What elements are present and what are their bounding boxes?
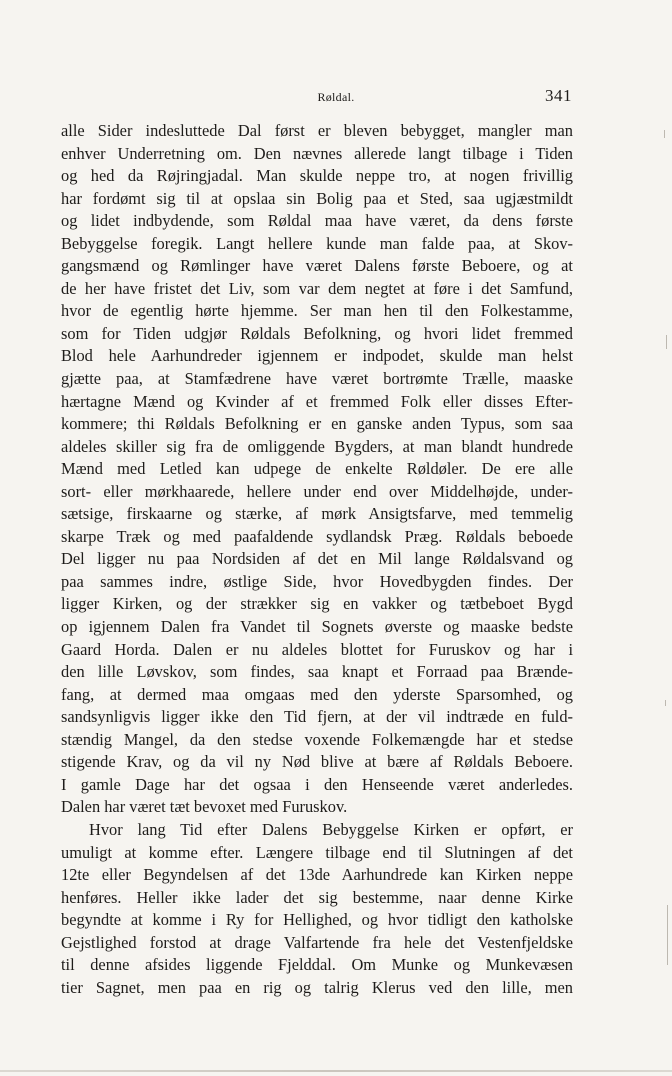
text-line: Del ligger nu paa Nordsiden af det en Mil lange Røldalsvand og (61, 549, 573, 569)
text-line: og hed da Røjringjadal. Man skulde neppe tro, at nogen frivillig (61, 166, 573, 186)
text-line: I gamle Dage har det ogsaa i den Henseende været anderledes. (61, 774, 573, 794)
scan-edge-mark (667, 905, 668, 965)
text-line: gangsmænd og Rømlinger have været Dalens første Beboere, og at (61, 256, 573, 276)
paragraph-2 (61, 819, 573, 999)
text-line: henføres. Heller ikke lader det sig bestemme, naar denne Kirke (61, 887, 573, 907)
text-line: op igjennem Dalen fra Vandet til Sognets øverste og maaske bedste (61, 617, 573, 637)
page-bottom-edge (0, 1070, 672, 1072)
text-line: sandsynligvis ligger ikke den Tid fjern, at der vil indtræde en fuld- (61, 707, 573, 727)
text-line: stændig Mangel, da den stedse voxende Folkemængde har et stedse (61, 729, 573, 749)
text-line: har fordømt sig til at opslaa sin Bolig paa et Sted, saa ugjæstmildt (61, 188, 573, 208)
text-line: og lidet indbydende, som Røldal maa have været, da dens første (61, 211, 573, 231)
running-title: Røldal. (317, 90, 355, 104)
text-line: Gejstlighed forstod at drage Valfartende fra hele det Vestenfjeldske (61, 932, 573, 952)
text-line: den lille Løvskov, som findes, saa knapt et Forraad paa Brænde- (61, 662, 573, 682)
page-number: 341 (545, 86, 572, 105)
body-text (61, 120, 573, 999)
text-line: ligger Kirken, og der strækker sig en vakker og tætbeboet Bygd (61, 594, 573, 614)
scan-edge-mark (664, 130, 665, 138)
text-line: skarpe Træk og med paafaldende sydlandsk Præg. Røldals beboede (61, 526, 573, 546)
scan-edge-mark (666, 335, 667, 349)
text-line: sætsige, firskaarne og stærke, af mørk Ansigtsfarve, med temmelig (61, 504, 573, 524)
paragraph-1 (61, 120, 573, 819)
scan-edge-mark (665, 700, 666, 706)
text-line: enhver Underretning om. Den nævnes allerede langt tilbage i Tiden (61, 143, 573, 163)
text-line: Dalen har været tæt bevoxet med Furuskov. (61, 797, 348, 817)
text-line: umuligt at komme efter. Længere tilbage end til Slutningen af det (61, 842, 573, 862)
text-line: alle Sider indesluttede Dal først er bleven bebygget, mangler man (61, 121, 573, 140)
text-line: stigende Krav, og da vil ny Nød blive at bære af Røldals Beboere. (61, 752, 573, 772)
text-line: til denne afsides liggende Fjelddal. Om Munke og Munkevæsen (61, 955, 573, 975)
text-line: sort- eller mørkhaarede, hellere under end over Middelhøjde, under- (61, 481, 573, 501)
text-line: aldeles skiller sig fra de omliggende Bygders, at man blandt hundrede (61, 436, 573, 456)
text-line: Gaard Horda. Dalen er nu aldeles blottet for Furuskov og har i (61, 639, 573, 659)
text-line: de her have fristet det Liv, som var dem negtet at føre i det Samfund, (61, 278, 573, 298)
text-line: 12te eller Begyndelsen af det 13de Aarhundrede kan Kirken neppe (61, 865, 573, 885)
text-line: kommere; thi Røldals Befolkning er en ganske anden Typus, som saa (61, 414, 573, 434)
text-line: paa sammes indre, østlige Side, hvor Hovedbygden findes. Der (61, 571, 573, 591)
text-line: fang, at dermed maa omgaas med den yderste Sparsomhed, og (61, 684, 573, 704)
text-line: hærtagne Mænd og Kvinder af et fremmed Folk eller disses Efter- (61, 391, 573, 411)
text-line: begyndte at komme i Ry for Hellighed, og hvor tidligt den katholske (61, 910, 573, 930)
text-line: Blod hele Aarhundreder igjennem er indpodet, skulde man helst (61, 346, 573, 366)
text-line: gjætte paa, at Stamfædrene have været bortrømte Trælle, maaske (61, 369, 573, 389)
running-head (0, 80, 672, 110)
text-line: Mænd med Letled kan udpege de enkelte Røldøler. De ere alle (61, 459, 573, 479)
text-line: Bebyggelse foregik. Langt hellere kunde man falde paa, at Skov- (61, 233, 573, 253)
text-line: som for Tiden udgjør Røldals Befolkning, og hvori lidet fremmed (61, 323, 573, 343)
text-line: hvor de egentlig hørte hjemme. Ser man hen til den Folkestamme, (61, 301, 573, 321)
text-line: Hvor lang Tid efter Dalens Bebyggelse Kirken er opført, er (89, 819, 573, 839)
text-line: tier Sagnet, men paa en rig og talrig Klerus ved den lille, men (61, 977, 573, 997)
